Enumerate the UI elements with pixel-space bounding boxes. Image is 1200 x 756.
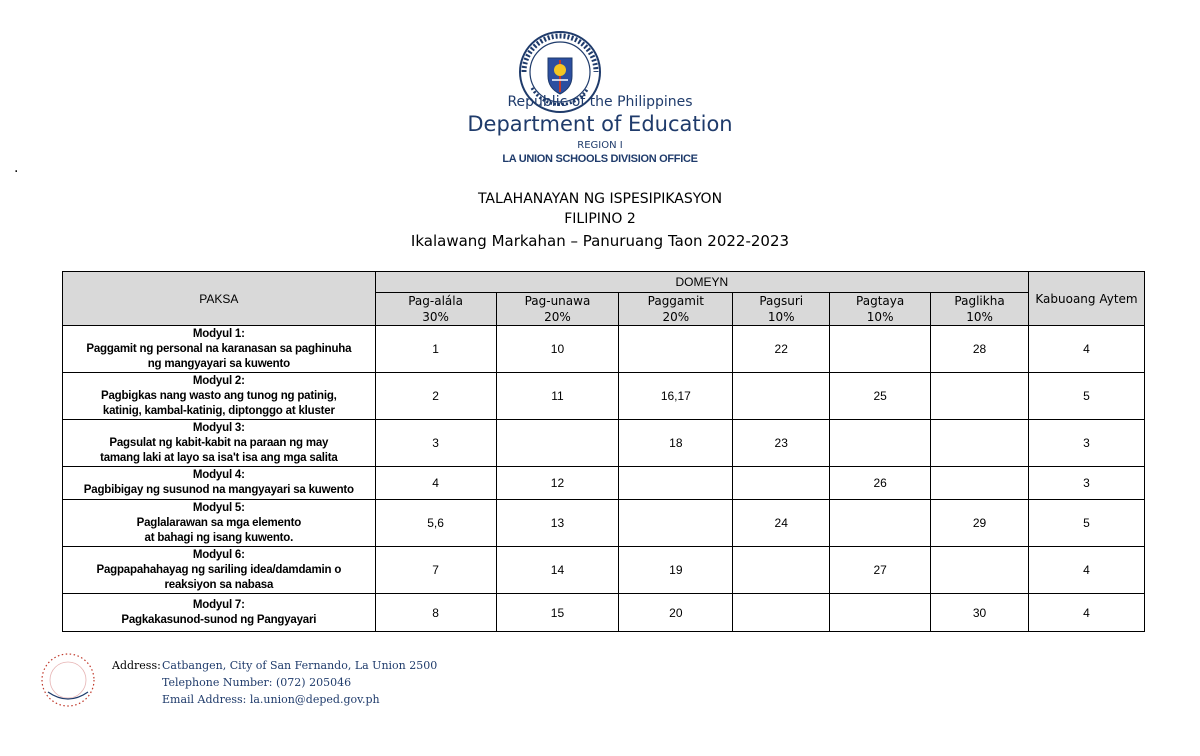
- domain-percent: 30%: [422, 310, 449, 324]
- domeyn-header: DOMEYN: [375, 272, 1028, 293]
- module-competency: reaksiyon sa nabasa: [164, 578, 274, 591]
- domain-percent: 20%: [662, 310, 690, 324]
- domain-header: [733, 293, 830, 326]
- table-row: [63, 594, 1145, 632]
- module-competency: Pagkakasunod-sunod ng Pangyayari: [121, 613, 317, 626]
- table-row: [63, 500, 1145, 547]
- domain-header: [496, 293, 619, 326]
- paksa-header: PAKSA: [63, 272, 376, 326]
- item-number-cell: 1: [375, 326, 496, 373]
- total-items-cell: 4: [1029, 594, 1145, 632]
- module-competency: ng mangyayari sa kuwento: [147, 357, 290, 370]
- telephone-text: Telephone Number: (072) 205046: [162, 676, 352, 689]
- domain-header: [931, 293, 1029, 326]
- module-label: Modyul 1:: [192, 327, 245, 340]
- item-number-cell: [496, 420, 619, 467]
- item-number-cell: 26: [830, 467, 931, 500]
- total-items-cell: 4: [1029, 326, 1145, 373]
- total-header: Kabuoang Aytem: [1029, 272, 1145, 326]
- item-number-cell: [830, 594, 931, 632]
- topic-cell: [63, 467, 376, 500]
- item-number-cell: 4: [375, 467, 496, 500]
- topic-cell: [63, 326, 376, 373]
- department-name: Department of Education: [467, 112, 733, 136]
- module-label: Modyul 2:: [192, 374, 245, 387]
- item-number-cell: [830, 500, 931, 547]
- domain-percent: 20%: [544, 310, 571, 324]
- item-number-cell: 29: [931, 500, 1029, 547]
- document-period: Ikalawang Markahan – Panuruang Taon 2022-2023: [410, 232, 790, 250]
- document-title: TALAHANAYAN NG ISPESIPIKASYON: [477, 191, 723, 207]
- item-number-cell: 3: [375, 420, 496, 467]
- domain-header: [619, 293, 733, 326]
- item-number-cell: [733, 594, 830, 632]
- email-text[interactable]: Email Address: la.union@deped.gov.ph: [162, 693, 380, 706]
- item-number-cell: [619, 467, 733, 500]
- topic-cell: [63, 373, 376, 420]
- topic-cell: [63, 594, 376, 632]
- stray-dot: .: [14, 160, 19, 176]
- module-competency: Pagsulat ng kabit-kabit na paraan ng may: [109, 436, 329, 449]
- module-label: Modyul 3:: [192, 421, 245, 434]
- region-text: REGION I: [577, 140, 623, 151]
- module-label: Modyul 5:: [192, 501, 245, 514]
- domain-name: Pagtaya: [856, 294, 905, 308]
- module-competency: katinig, kambal-katinig, diptonggo at kluster: [102, 404, 335, 417]
- domain-name: Pagsuri: [759, 294, 804, 308]
- domain-percent: 10%: [966, 310, 993, 324]
- item-number-cell: [931, 467, 1029, 500]
- total-items-cell: 3: [1029, 467, 1145, 500]
- item-number-cell: 24: [733, 500, 830, 547]
- item-number-cell: [830, 326, 931, 373]
- domain-percent: 10%: [767, 310, 795, 324]
- item-number-cell: 7: [375, 547, 496, 594]
- item-number-cell: 11: [496, 373, 619, 420]
- item-number-cell: 23: [733, 420, 830, 467]
- module-competency: Pagpapahahayag ng sariling idea/damdamin o: [96, 563, 342, 576]
- item-number-cell: [830, 420, 931, 467]
- item-number-cell: 8: [375, 594, 496, 632]
- item-number-cell: 20: [619, 594, 733, 632]
- address-text: Catbangen, City of San Fernando, La Union 2500: [162, 659, 438, 672]
- module-label: Modyul 7:: [192, 598, 245, 611]
- item-number-cell: 27: [830, 547, 931, 594]
- item-number-cell: 22: [733, 326, 830, 373]
- item-number-cell: 10: [496, 326, 619, 373]
- table-row: [63, 420, 1145, 467]
- item-number-cell: [733, 547, 830, 594]
- table-row: [63, 547, 1145, 594]
- module-competency: Paggamit ng personal na karanasan sa paghinuha: [86, 342, 352, 355]
- total-items-cell: 3: [1029, 420, 1145, 467]
- item-number-cell: [931, 420, 1029, 467]
- topic-cell: [63, 547, 376, 594]
- item-number-cell: [619, 326, 733, 373]
- domain-name: Pag-unawa: [524, 294, 591, 308]
- matatag-logo: [40, 652, 96, 708]
- table-row: [63, 326, 1145, 373]
- total-items-cell: 5: [1029, 373, 1145, 420]
- domain-name: Paggamit: [647, 294, 705, 308]
- module-competency: at bahagi ng isang kuwento.: [144, 531, 294, 544]
- republic-text: Republic of the Philippines: [507, 94, 693, 110]
- module-competency: tamang laki at layo sa isa't isa ang mga salita: [100, 451, 338, 464]
- module-competency: Paglalarawan sa mga elemento: [136, 516, 302, 529]
- table-row: [63, 373, 1145, 420]
- item-number-cell: 2: [375, 373, 496, 420]
- item-number-cell: 19: [619, 547, 733, 594]
- domain-header: [830, 293, 931, 326]
- item-number-cell: [931, 373, 1029, 420]
- domain-percent: 10%: [866, 310, 894, 324]
- module-label: Modyul 4:: [192, 469, 245, 481]
- address-block: [112, 657, 437, 708]
- table-row: [63, 467, 1145, 500]
- item-number-cell: 5,6: [375, 500, 496, 547]
- division-office: LA UNION SCHOOLS DIVISION OFFICE: [502, 153, 698, 165]
- domain-header: [375, 293, 496, 326]
- domain-name: Pag-alála: [408, 294, 463, 308]
- module-competency: Pagbigkas nang wasto ang tunog ng patinig,: [100, 389, 337, 402]
- item-number-cell: 28: [931, 326, 1029, 373]
- item-number-cell: 13: [496, 500, 619, 547]
- item-number-cell: 15: [496, 594, 619, 632]
- total-items-cell: 5: [1029, 500, 1145, 547]
- item-number-cell: 30: [931, 594, 1029, 632]
- item-number-cell: 12: [496, 467, 619, 500]
- item-number-cell: [733, 467, 830, 500]
- total-items-cell: 4: [1029, 547, 1145, 594]
- item-number-cell: [733, 373, 830, 420]
- item-number-cell: 16,17: [619, 373, 733, 420]
- item-number-cell: 14: [496, 547, 619, 594]
- specification-table: [62, 271, 1145, 632]
- item-number-cell: [931, 547, 1029, 594]
- module-competency: Pagbibigay ng susunod na mangyayari sa kuwento: [83, 484, 354, 496]
- document-subject: FILIPINO 2: [564, 211, 636, 227]
- topic-cell: [63, 420, 376, 467]
- address-label: Address:: [112, 659, 161, 672]
- item-number-cell: [619, 500, 733, 547]
- item-number-cell: 25: [830, 373, 931, 420]
- domain-name: Paglikha: [954, 294, 1005, 308]
- module-label: Modyul 6:: [192, 548, 245, 561]
- topic-cell: [63, 500, 376, 547]
- item-number-cell: 18: [619, 420, 733, 467]
